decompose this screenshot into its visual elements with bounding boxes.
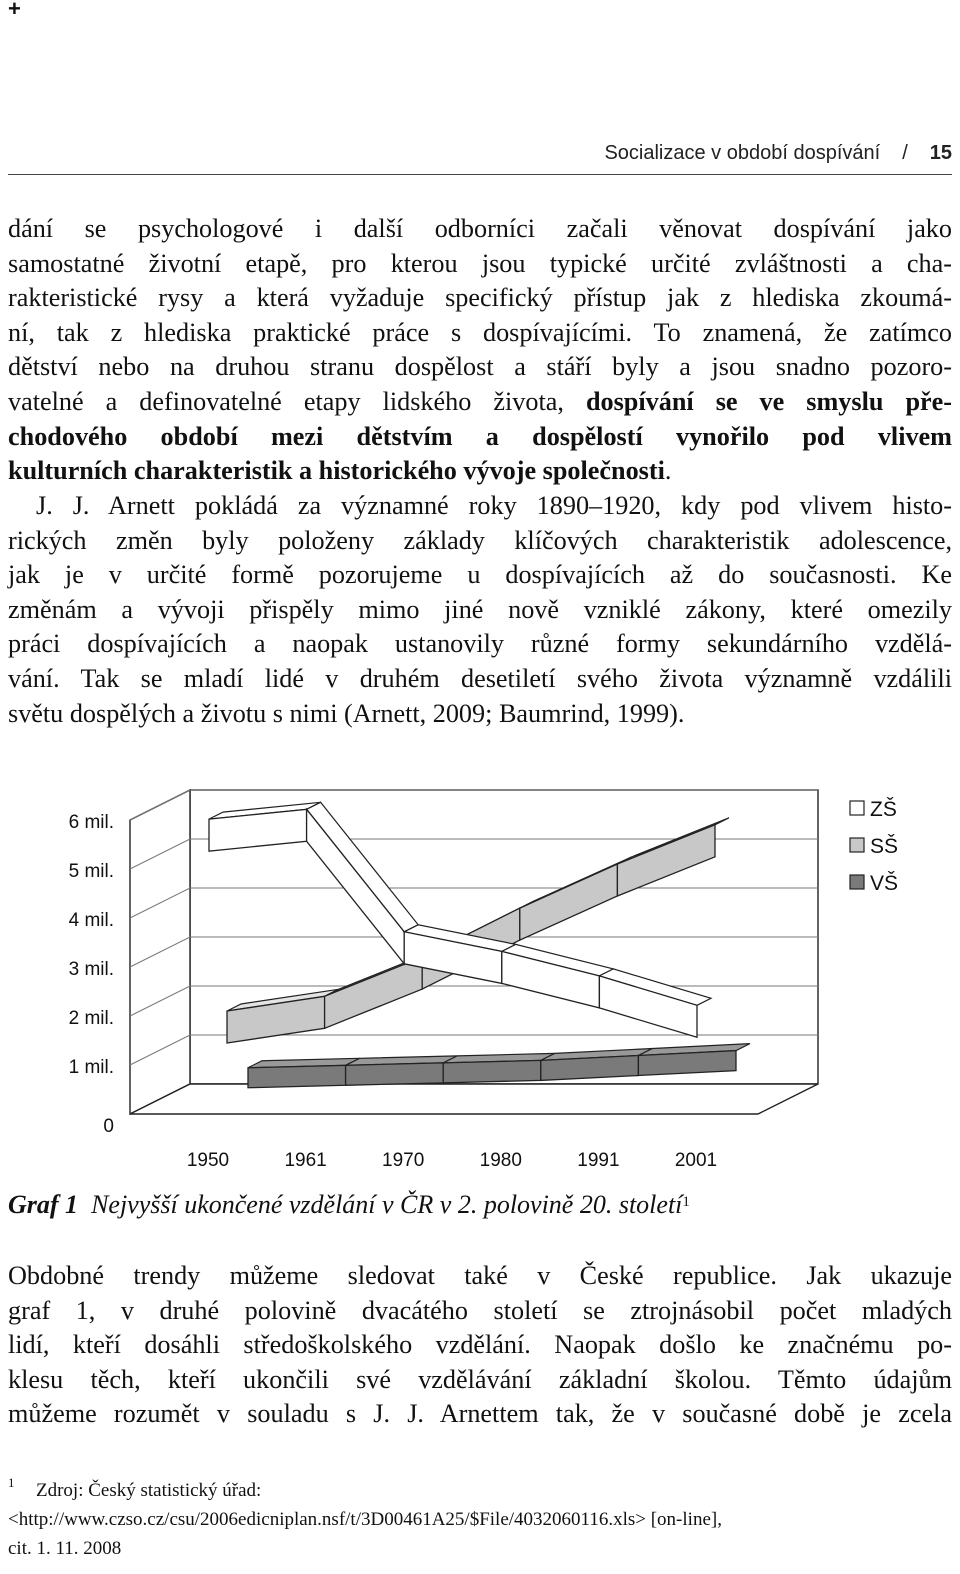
- legend-swatch: [850, 801, 864, 815]
- y-tick-label: 3 mil.: [68, 959, 114, 980]
- series-segment: [346, 1063, 444, 1085]
- text-line: J. J. Arnett pokládá za významné roky 1890–1920, kdy pod vlivem histo-: [36, 491, 952, 520]
- text-line: lidí, kteří dosáhli středoškolského vzdělání. Naopak došlo ke značnému po-: [8, 1330, 952, 1360]
- text-line: dětství nebo na druhou stranu dospělost a stáří byly a jsou snadno pozoro-: [8, 352, 952, 382]
- text-line: vání. Tak se mladí lidé v druhém desetiletí svého života významně vzdálili: [8, 663, 952, 693]
- footnote-reference: 1: [682, 1194, 690, 1210]
- text-line: dání se psychologové i další odborníci začali věnovat dospívání jako: [8, 214, 952, 243]
- chart-floor: [130, 1084, 818, 1114]
- text-line: změnám a vývoji přispěly mimo jiné nově vzniklé zákony, které omezily: [8, 594, 952, 624]
- text-line: ní, tak z hlediska praktické práce s dospívajícími. To znamená, že zatímco: [8, 317, 952, 347]
- page-number: 15: [929, 142, 952, 164]
- education-chart: [0, 772, 960, 1172]
- footnote-line: Zdroj: Český statistický úřad:: [36, 1480, 262, 1501]
- footnote-marker: 1: [8, 1475, 15, 1490]
- y-tick-label: 1 mil.: [68, 1057, 114, 1078]
- text-run: vatelné a definovatelné etapy lidského života,: [8, 386, 586, 416]
- text-line: jak je v určité formě pozorujeme u dospívajících až do současnosti. Ke: [8, 560, 952, 590]
- y-tick-label: 4 mil.: [68, 910, 114, 931]
- text-line: rických změn byly položeny základy klíčových charakteristik adolescence,: [8, 525, 952, 555]
- x-tick-label: 2001: [674, 1150, 718, 1171]
- footnote: [8, 1476, 952, 1563]
- footnote-line: <http://www.czso.cz/csu/2006edicniplan.nsf/t/3D00461A25/$File/4032060116.xls> [on-line],: [8, 1509, 722, 1530]
- x-tick-label: 1980: [479, 1150, 522, 1171]
- footnote-line: cit. 1. 11. 2008: [8, 1538, 122, 1559]
- emphasis-text: chodového období mezi dětstvím a dospělostí vynořilo pod vlivem: [8, 421, 952, 451]
- text-line: [8, 420, 952, 455]
- legend-label: SŠ: [870, 835, 899, 858]
- legend-label: ZŠ: [870, 798, 897, 821]
- text-run: .: [664, 456, 672, 486]
- text-line: Obdobné trendy můžeme sledovat také v České republice. Jak ukazuje: [8, 1261, 952, 1290]
- x-tick-label: 1991: [577, 1150, 620, 1171]
- series-segment: [541, 1056, 639, 1081]
- text-line: samostatné životní etapě, pro kterou jsou typické určité zvláštnosti a cha-: [8, 248, 952, 278]
- figure-caption: [8, 1190, 690, 1220]
- text-line: graf 1, v druhé polovině dvacátého století se ztrojnásobil počet mladých: [8, 1295, 952, 1325]
- caption-text: Nejvyšší ukončené vzdělání v ČR v 2. polovině 20. století: [91, 1190, 683, 1219]
- text-line: klesu těch, kteří ukončili své vzdělávání základní školou. Těmto údajům: [8, 1364, 952, 1394]
- emphasis-text: kulturních charakteristik a historického vývoje společnosti: [8, 456, 665, 486]
- header-separator: /: [902, 142, 908, 164]
- y-tick-label: 6 mil.: [68, 812, 114, 833]
- text-line: světu dospělých a životu s nimi (Arnett, 2009; Baumrind, 1999).: [8, 698, 685, 728]
- legend-label: VŠ: [870, 872, 899, 895]
- paragraph-2: [8, 489, 952, 731]
- paragraph-3: [8, 1259, 952, 1432]
- crop-mark: +: [8, 0, 21, 21]
- text-line: práci dospívajících a naopak ustanovily různé formy sekundárního vzdělá-: [8, 629, 952, 659]
- text-line: [8, 385, 952, 420]
- legend-swatch: [850, 875, 864, 889]
- text-line: rakteristické rysy a která vyžaduje specifický přístup jak z hlediska zkoumá-: [8, 283, 952, 313]
- x-tick-label: 1970: [382, 1150, 425, 1171]
- series-segment: [248, 1065, 346, 1087]
- running-header: [8, 142, 952, 175]
- x-tick-label: 1950: [186, 1150, 230, 1171]
- caption-label: Graf 1: [8, 1190, 79, 1219]
- paragraph-1: [8, 212, 952, 489]
- series-segment: [638, 1051, 736, 1076]
- series-segment: [443, 1060, 541, 1082]
- y-tick-label: 5 mil.: [68, 861, 114, 882]
- text-line: [8, 454, 952, 489]
- legend-swatch: [850, 838, 864, 852]
- chart-canvas: [0, 772, 960, 1172]
- y-tick-label: 0: [103, 1116, 114, 1137]
- emphasis-text: dospívání se ve smyslu pře-: [585, 386, 952, 416]
- x-tick-label: 1961: [284, 1150, 327, 1171]
- text-line: můžeme rozumět v souladu s J. J. Arnettem tak, že v současné době je zcela: [8, 1399, 952, 1429]
- header-title: Socializace v období dospívání: [604, 142, 881, 164]
- y-tick-label: 2 mil.: [68, 1008, 114, 1029]
